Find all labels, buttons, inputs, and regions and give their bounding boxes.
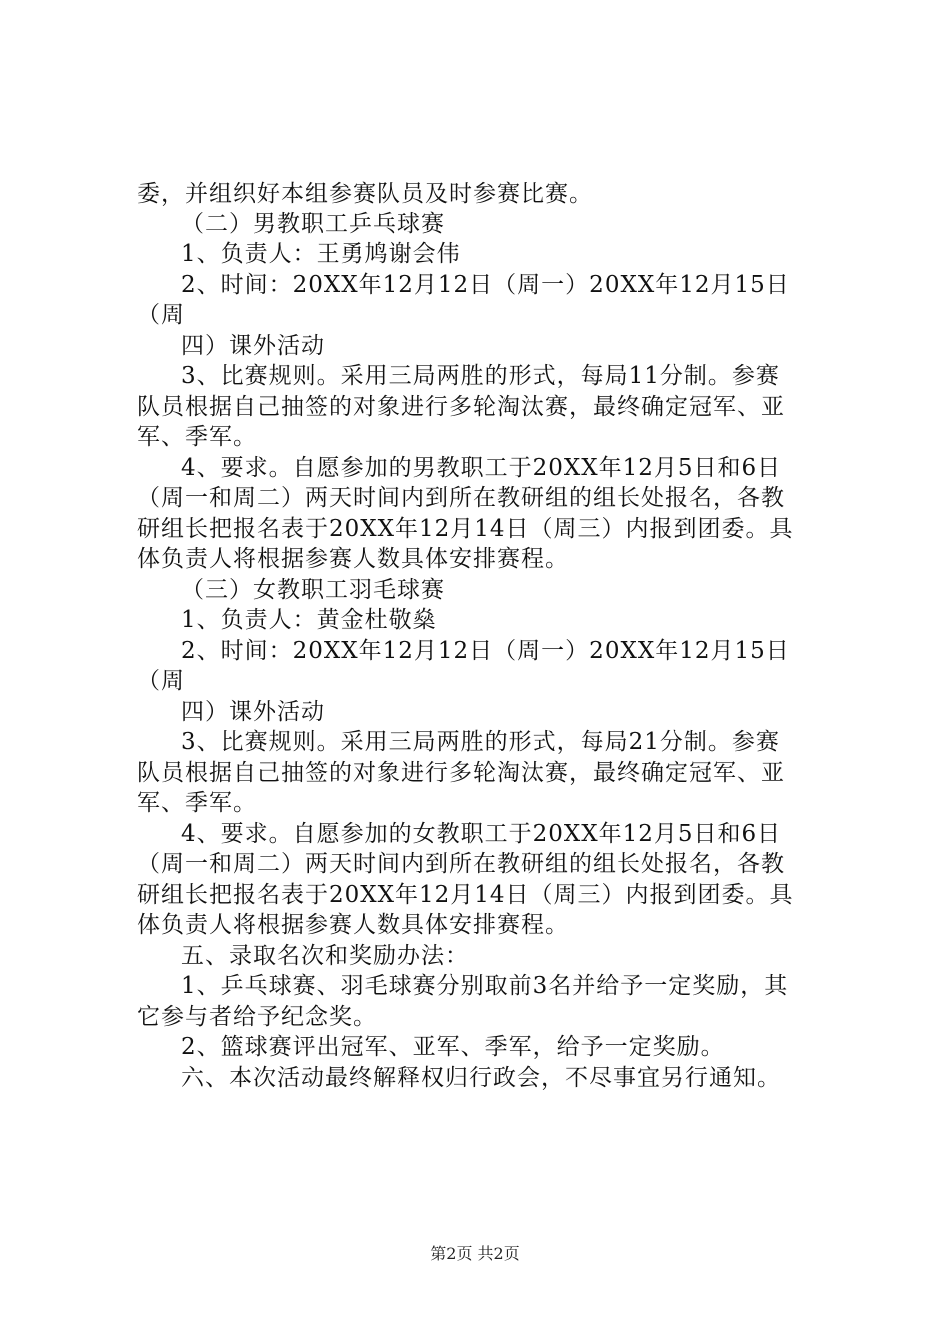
section-heading: （二）男教职工乒乓球赛 bbox=[181, 211, 445, 237]
paragraph-line: 委，并组织好本组参赛队员及时参赛比赛。 bbox=[137, 181, 593, 207]
paragraph-line: 1、负责人：黄金杜敬燊 bbox=[181, 607, 437, 633]
paragraph-line: 2、时间：20XX年12月12日（周一）20XX年12月15日 bbox=[181, 272, 790, 298]
paragraph-line: 研组长把报名表于20XX年12月14日（周三）内报到团委。具 bbox=[137, 516, 794, 542]
paragraph-line: 队员根据自己抽签的对象进行多轮淘汰赛，最终确定冠军、亚 bbox=[137, 394, 785, 420]
paragraph-line: 2、篮球赛评出冠军、亚军、季军，给予一定奖励。 bbox=[181, 1034, 725, 1060]
paragraph-line: 1、负责人：王勇鸠谢会伟 bbox=[181, 241, 461, 267]
page-number-footer: 第2页 共2页 bbox=[430, 1244, 520, 1263]
paragraph-line: 研组长把报名表于20XX年12月14日（周三）内报到团委。具 bbox=[137, 882, 794, 908]
section-heading: 五、录取名次和奖励办法： bbox=[181, 943, 469, 969]
paragraph-line: 队员根据自己抽签的对象进行多轮淘汰赛，最终确定冠军、亚 bbox=[137, 760, 785, 786]
paragraph-line: （周一和周二）两天时间内到所在教研组的组长处报名，各教 bbox=[137, 485, 785, 511]
paragraph-line: 1、乒乓球赛、羽毛球赛分别取前3名并给予一定奖励，其 bbox=[181, 973, 789, 999]
section-heading: （三）女教职工羽毛球赛 bbox=[181, 577, 445, 603]
paragraph-line: （周一和周二）两天时间内到所在教研组的组长处报名，各教 bbox=[137, 851, 785, 877]
paragraph-line: 体负责人将根据参赛人数具体安排赛程。 bbox=[137, 912, 569, 938]
paragraph-line: 2、时间：20XX年12月12日（周一）20XX年12月15日 bbox=[181, 638, 790, 664]
paragraph-line: 军、季军。 bbox=[137, 790, 257, 816]
paragraph-line: 3、比赛规则。采用三局两胜的形式，每局21分制。参赛 bbox=[181, 729, 780, 755]
paragraph-line: 4、要求。自愿参加的男教职工于20XX年12月5日和6日 bbox=[181, 455, 782, 481]
paragraph-line: 4、要求。自愿参加的女教职工于20XX年12月5日和6日 bbox=[181, 821, 782, 847]
section-heading: 六、本次活动最终解释权归行政会，不尽事宜另行通知。 bbox=[181, 1065, 781, 1091]
paragraph-line: 它参与者给予纪念奖。 bbox=[137, 1004, 377, 1030]
paragraph-line: 四）课外活动 bbox=[181, 333, 325, 359]
paragraph-line: （周 bbox=[137, 302, 185, 328]
paragraph-line: 3、比赛规则。采用三局两胜的形式，每局11分制。参赛 bbox=[181, 363, 780, 389]
paragraph-line: 体负责人将根据参赛人数具体安排赛程。 bbox=[137, 546, 569, 572]
paragraph-line: 四）课外活动 bbox=[181, 699, 325, 725]
paragraph-line: （周 bbox=[137, 668, 185, 694]
paragraph-line: 军、季军。 bbox=[137, 424, 257, 450]
